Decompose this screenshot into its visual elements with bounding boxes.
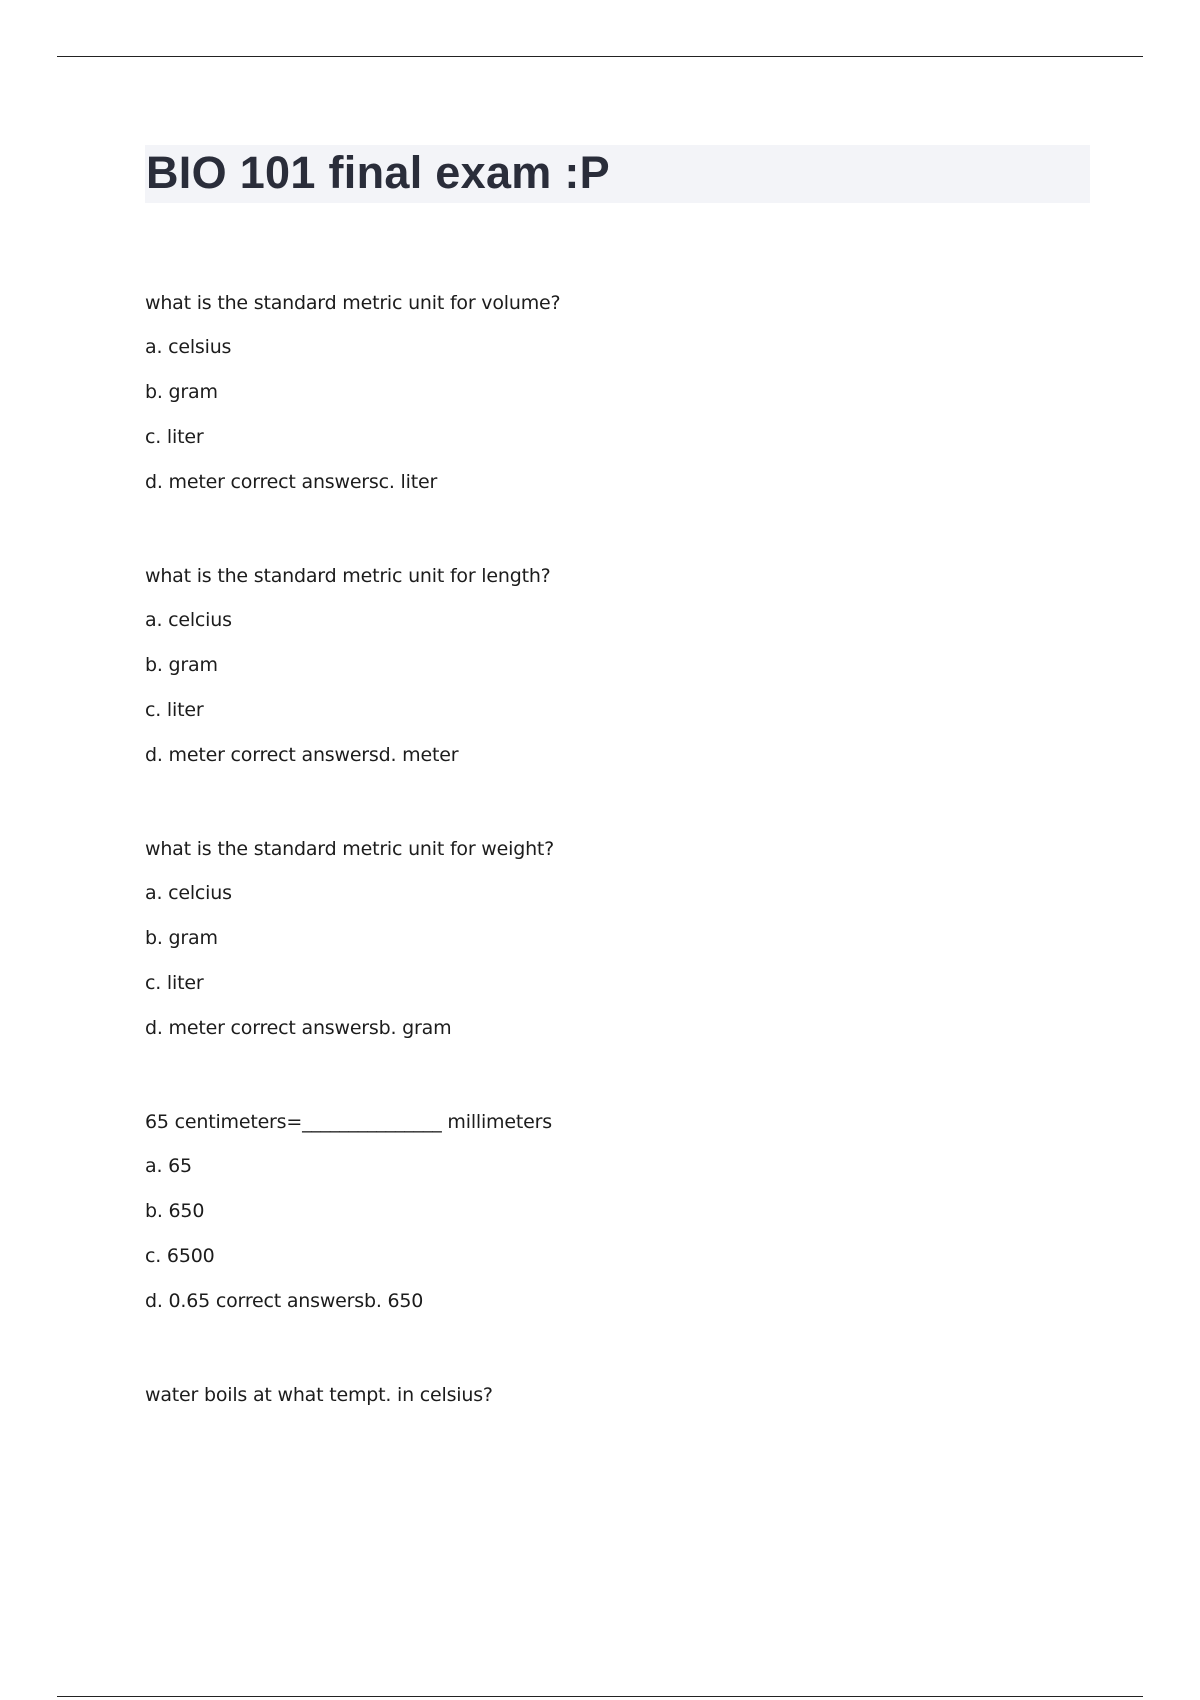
- answer-option-with-correct-answer: d. meter correct answersd. meter: [145, 744, 459, 766]
- answer-option: a. 65: [145, 1155, 192, 1177]
- answer-option: a. celcius: [145, 882, 232, 904]
- question-stem: what is the standard metric unit for weight?: [145, 838, 555, 860]
- question-item: [145, 565, 1105, 767]
- answer-option: b. gram: [145, 381, 218, 403]
- question-item: [145, 1111, 1105, 1313]
- answer-option-with-correct-answer: d. meter correct answersc. liter: [145, 471, 438, 493]
- question-stem: what is the standard metric unit for length?: [145, 565, 551, 587]
- answer-option-with-correct-answer: d. meter correct answersb. gram: [145, 1017, 452, 1039]
- page-title: BIO 101 final exam :P: [146, 147, 610, 198]
- question-stem: what is the standard metric unit for volume?: [145, 292, 561, 314]
- answer-option: c. liter: [145, 699, 204, 721]
- top-rule: [57, 56, 1143, 57]
- answer-option: c. 6500: [145, 1245, 215, 1267]
- question-stem: water boils at what tempt. in celsius?: [145, 1384, 493, 1406]
- answer-option-with-correct-answer: d. 0.65 correct answersb. 650: [145, 1290, 424, 1312]
- question-list: [145, 292, 1105, 1478]
- answer-option: a. celcius: [145, 609, 232, 631]
- question-item: [145, 1384, 1105, 1407]
- answer-option: a. celsius: [145, 336, 232, 358]
- question-item: [145, 292, 1105, 494]
- question-stem: 65 centimeters=_______________ millimeters: [145, 1111, 552, 1133]
- answer-option: c. liter: [145, 972, 204, 994]
- answer-option: c. liter: [145, 426, 204, 448]
- bottom-rule: [57, 1696, 1143, 1697]
- question-item: [145, 838, 1105, 1040]
- answer-option: b. gram: [145, 927, 218, 949]
- answer-option: b. 650: [145, 1200, 205, 1222]
- answer-option: b. gram: [145, 654, 218, 676]
